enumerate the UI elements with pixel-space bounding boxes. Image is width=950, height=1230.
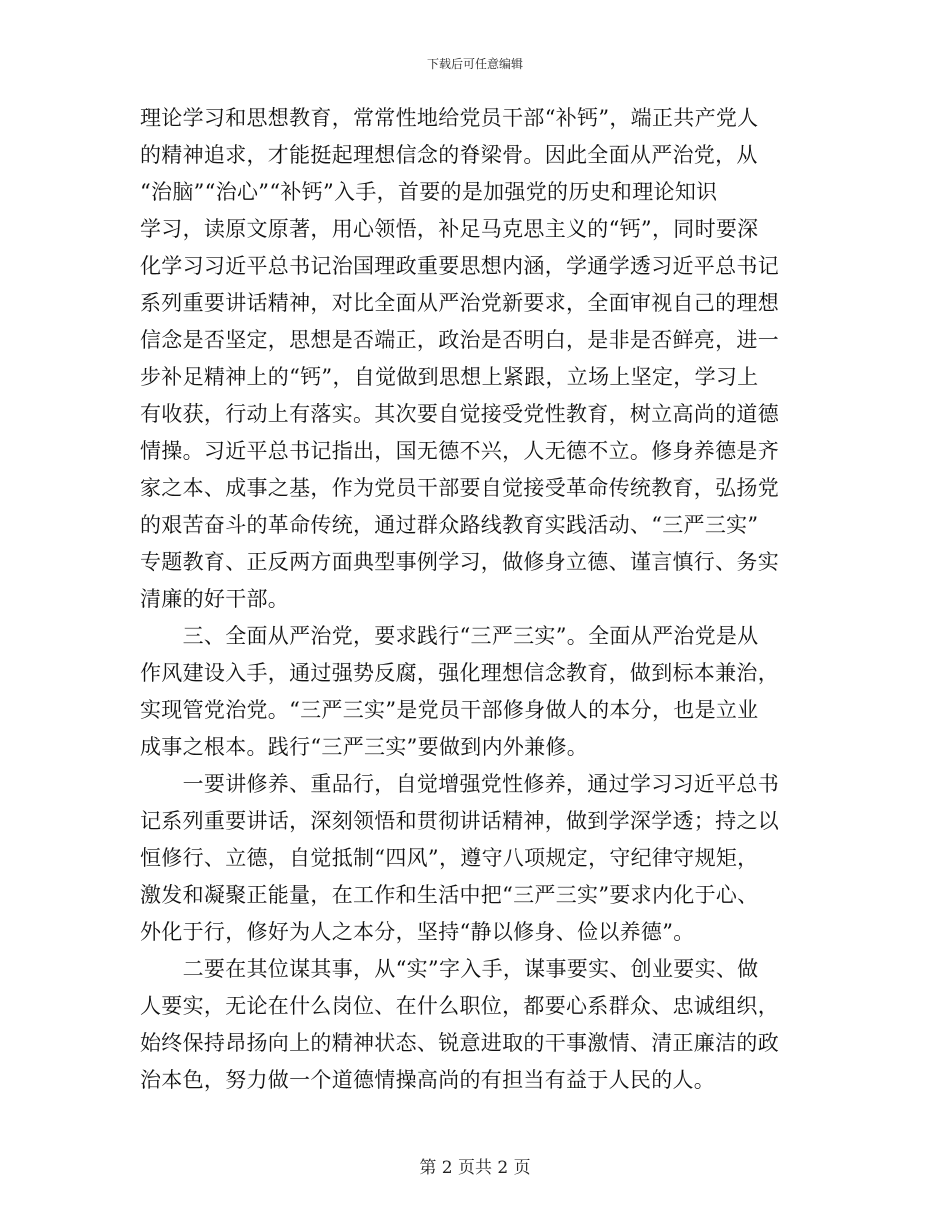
text-line: 作风建设入手，通过强势反腐，强化理想信念教育，做到标本兼治， — [140, 661, 779, 685]
text-line: 始终保持昂扬向上的精神状态、锐意进取的干事激情、清正廉洁的政 — [140, 1031, 779, 1055]
text-line: 成事之根本。践行“三严三实”要做到内外兼修。 — [140, 735, 589, 759]
text-line: 外化于行，修好为人之本分，坚持“静以修身、俭以养德”。 — [140, 920, 695, 944]
text-line: 系列重要讲话精神，对比全面从严治党新要求，全面审视自己的理想 — [140, 291, 779, 315]
text-line: 步补足精神上的“钙”，自觉做到思想上紧跟，立场上坚定，学习上 — [140, 365, 759, 389]
text-line: 二要在其位谋其事，从“实”字入手，谋事要实、创业要实、做 — [140, 957, 759, 981]
text-line: 专题教育、正反两方面典型事例学习，做修身立德、谨言慎行、务实 — [140, 550, 779, 574]
page-header: 下载后可任意编辑 — [426, 57, 523, 71]
text-line: 理论学习和思想教育，常常性地给党员干部“补钙”，端正共产党人 — [140, 106, 759, 130]
paragraph-2 — [140, 618, 800, 766]
paragraph-4 — [140, 951, 800, 1099]
text-line: “治脑”“治心”“补钙”入手，首要的是加强党的历史和理论知识 — [140, 180, 718, 204]
text-line: 恒修行、立德，自觉抵制“四风”，遵守八项规定，守纪律守规矩， — [140, 846, 759, 870]
text-line: 信念是否坚定，思想是否端正，政治是否明白，是非是否鲜亮，进一 — [140, 328, 779, 352]
text-line: 学习，读原文原著，用心领悟，补足马克思主义的“钙”，同时要深 — [140, 217, 759, 241]
text-line: 治本色，努力做一个道德情操高尚的有担当有益于人民的人。 — [140, 1068, 716, 1092]
text-line: 家之本、成事之基，作为党员干部要自觉接受革命传统教育，弘扬党 — [140, 476, 779, 500]
text-line: 化学习习近平总书记治国理政重要思想内涵，学通学透习近平总书记 — [140, 254, 779, 278]
document-body — [140, 100, 800, 1099]
text-line: 人要实，无论在什么岗位、在什么职位，都要心系群众、忠诚组织， — [140, 994, 779, 1018]
text-line: 清廉的好干部。 — [140, 587, 290, 611]
text-line: 情操。习近平总书记指出，国无德不兴，人无德不立。修身养德是齐 — [140, 439, 779, 463]
text-line: 有收获，行动上有落实。其次要自觉接受党性教育，树立高尚的道德 — [140, 402, 779, 426]
text-line: 三、全面从严治党，要求践行“三严三实”。全面从严治党是从 — [140, 624, 759, 648]
page-footer: 第 2 页共 2 页 — [419, 1158, 531, 1178]
text-line: 一要讲修养、重品行，自觉增强党性修养，通过学习习近平总书 — [140, 772, 779, 796]
text-line: 的精神追求，才能挺起理想信念的脊梁骨。因此全面从严治党，从 — [140, 143, 758, 167]
paragraph-1 — [140, 100, 800, 618]
text-line: 记系列重要讲话，深刻领悟和贯彻讲话精神，做到学深学透；持之以 — [140, 809, 779, 833]
text-line: 实现管党治党。“三严三实”是党员干部修身做人的本分，也是立业 — [140, 698, 759, 722]
text-line: 激发和凝聚正能量，在工作和生活中把“三严三实”要求内化于心、 — [140, 883, 759, 907]
text-line: 的艰苦奋斗的革命传统，通过群众路线教育实践活动、“三严三实” — [140, 513, 759, 537]
paragraph-3 — [140, 766, 800, 951]
